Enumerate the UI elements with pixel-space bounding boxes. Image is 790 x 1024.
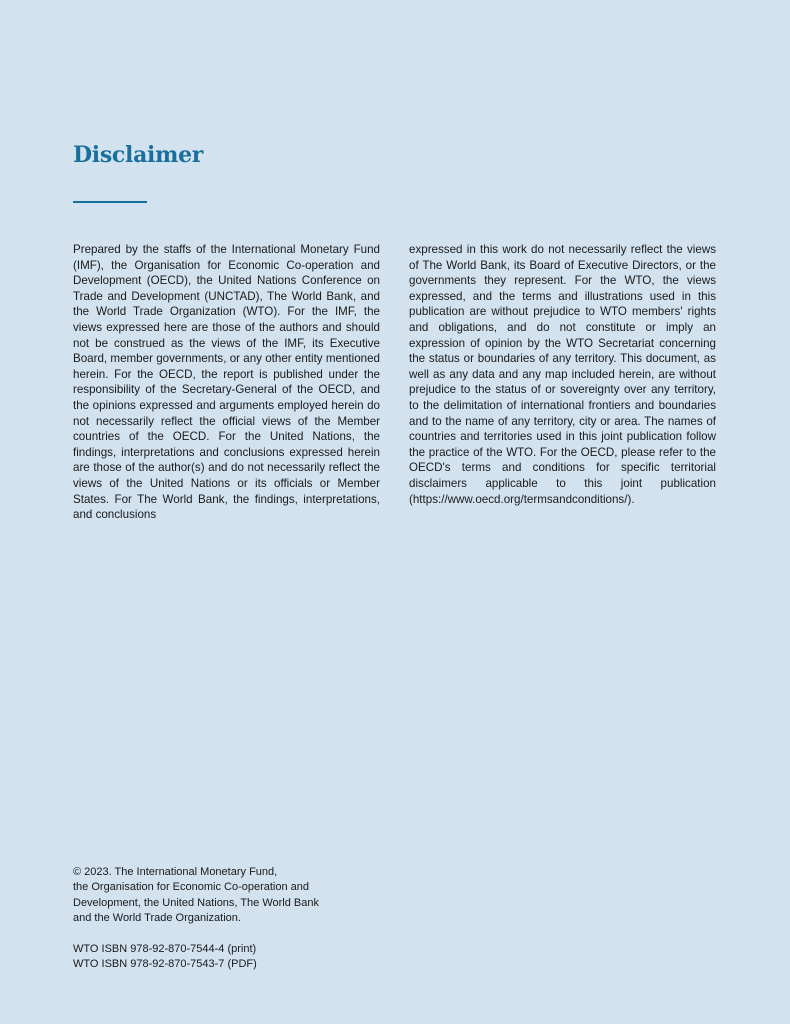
footer [73, 865, 373, 972]
disclaimer-column-right: expressed in this work do not necessarily reflect the views of The World Bank, its Board of Executive Directors, or the governments they represent. For the WTO, the views expressed, and the terms and illustrations used in this publication are without prejudice to WTO members' rights and obligations, and do not constitute or imply an expression of opinion by the WTO Secretariat concerning the status or boundaries of any territory. This document, as well as any data and any map included herein, are without prejudice to the status of or sovereignty over any territory, to the delimitation of international frontiers and boundaries and to the name of any territory, city or area. The names of countries and territories used in this joint publication follow the practice of the WTO. For the OECD, please refer to the OECD's terms and conditions for specific territorial disclaimers applicable to this joint publication (https://www.oecd.org/termsandconditions/). [409, 243, 716, 506]
page-title: Disclaimer [73, 142, 204, 168]
isbn-print: WTO ISBN 978-92-870-7544-4 (print) [73, 942, 257, 955]
copyright-notice [73, 865, 373, 927]
title-underline [73, 201, 147, 203]
disclaimer-column-left: Prepared by the staffs of the International Monetary Fund (IMF), the Organisation for Economic Co-operation and Development (OECD), the United Nations Conference on Trade and Development (UNCTAD), The World Bank, and the World Trade Organization (WTO). For the IMF, the views expressed here are those of the authors and should not be construed as the views of the IMF, its Executive Board, member governments, or any other entity mentioned herein. For the OECD, the report is published under the responsibility of the Secretary-General of the OECD, and the opinions expressed and arguments employed herein do not necessarily reflect the official views of the Member countries of the OECD. For the United Nations, the findings, interpretations and conclusions expressed herein are those of the author(s) and do not necessarily reflect the views of the United Nations or its officials or Member States. For The World Bank, the findings, interpretations, and conclusions [73, 243, 380, 522]
copyright-line: Development, the United Nations, The World Bank [73, 896, 320, 909]
copyright-line: © 2023. The International Monetary Fund, [73, 866, 278, 878]
isbn-block [73, 942, 373, 973]
copyright-line: and the World Trade Organization. [73, 912, 241, 925]
copyright-line: the Organisation for Economic Co-operation and [73, 881, 310, 894]
isbn-pdf: WTO ISBN 978-92-870-7543-7 (PDF) [73, 958, 257, 971]
